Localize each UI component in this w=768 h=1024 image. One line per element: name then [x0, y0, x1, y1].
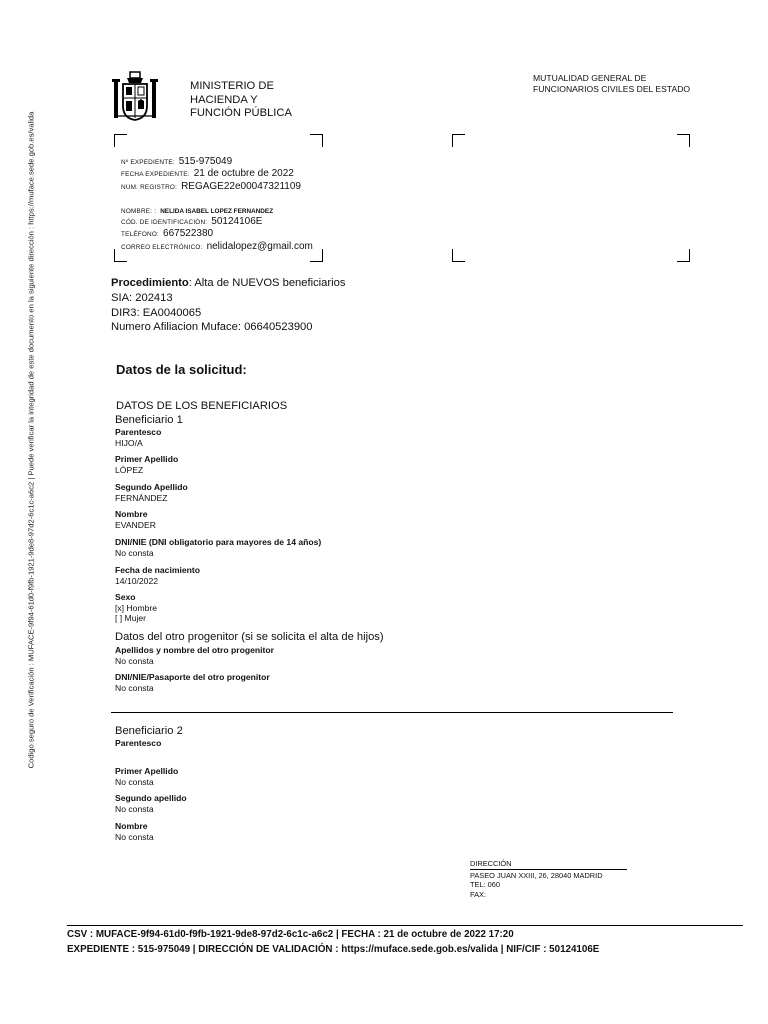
field-parentesco: Parentesco — [115, 738, 162, 748]
field-progenitor-nombre: Apellidos y nombre del otro progenitor No consta — [115, 645, 274, 666]
field-progenitor-dni: DNI/NIE/Pasaporte del otro progenitor No consta — [115, 672, 270, 693]
phone: TELÉFONO: 667522380 — [121, 228, 214, 239]
applicant-name: NOMBRE: : NELIDA ISABEL LOPEZ FERNANDEZ — [121, 208, 274, 215]
side-verification-text: Codigo seguro de Verificación : MUFACE-9f94-61d0-f9fb-1921-9de8-97d2-6c1c-a6c2 | Puede verificar la integridad de este documento en la siguiente dirección : https://muface.sede.gob.es/valida — [26, 111, 36, 769]
beneficiary-2-title: Beneficiario 2 — [115, 725, 183, 737]
field-primer-apellido: Primer Apellido LÓPEZ — [115, 454, 179, 475]
field-fecha-nacimiento: Fecha de nacimiento 14/10/2022 — [115, 565, 201, 586]
coat-of-arms-icon — [110, 70, 160, 126]
mutualidad-name: MUTUALIDAD GENERAL DE FUNCIONARIOS CIVILES DEL ESTADO — [533, 73, 691, 94]
bracket-corner — [677, 249, 690, 262]
field-primer-apellido: Primer Apellido No consta — [115, 766, 179, 787]
bracket-corner — [310, 134, 323, 147]
bracket-corner — [452, 134, 465, 147]
field-nombre: Nombre No consta — [115, 821, 154, 842]
expediente-number: Nº EXPEDIENTE: 515-975049 — [121, 156, 233, 167]
field-sexo: Sexo [x] Hombre [ ] Mujer — [115, 592, 158, 624]
footer-divider — [67, 925, 743, 926]
beneficiary-1-title: Beneficiario 1 — [115, 414, 183, 426]
bracket-corner — [677, 134, 690, 147]
registry-number: NUM. REGISTRO: REGAGE22e00047321109 — [121, 181, 301, 192]
field-dni: DNI/NIE (DNI obligatorio para mayores de 14 años) No consta — [115, 537, 322, 558]
identification-code: CÓD. DE IDENTIFICACIÓN: 50124106E — [121, 216, 263, 227]
section-title: DATOS DE LOS BENEFICIARIOS — [116, 400, 288, 412]
field-segundo-apellido: Segundo Apellido FERNÁNDEZ — [115, 482, 188, 503]
address-rule — [470, 869, 627, 870]
procedure-block: Procedimiento: Alta de NUEVOS beneficiarios SIA: 202413 DIR3: EA0040065 Numero Afiliacion Muface: 06640523900 — [111, 277, 346, 334]
bracket-corner — [452, 249, 465, 262]
field-segundo-apellido: Segundo apellido No consta — [115, 793, 187, 814]
ministry-name: MINISTERIO DE HACIENDA Y FUNCIÓN PÚBLICA — [190, 80, 292, 119]
other-parent-title: Datos del otro progenitor (si se solicita el alta de hijos) — [115, 631, 384, 643]
expediente-date: FECHA EXPEDIENTE: 21 de octubre de 2022 — [121, 168, 294, 179]
request-title: Datos de la solicitud: — [116, 362, 247, 377]
bracket-corner — [114, 134, 127, 147]
footer-csv: CSV : MUFACE-9f94-61d0-f9fb-1921-9de8-97d2-6c1c-a6c2 | FECHA : 21 de octubre de 2022 17:20 EXPEDIENTE : 515-975049 | DIRECCIÓN DE VALIDACIÓN : https://muface.sede.gob.es/valida | NIF/CIF : 50124106E — [67, 929, 600, 955]
field-nombre: Nombre EVANDER — [115, 509, 156, 530]
divider — [111, 712, 673, 713]
address-block: DIRECCIÓN PASEO JUAN XXIII, 26, 28040 MADRID TEL: 060 FAX: — [470, 859, 627, 899]
email: CORREO ELECTRÓNICO: nelidalopez@gmail.com — [121, 241, 313, 252]
field-parentesco: Parentesco HIJO/A — [115, 427, 162, 448]
